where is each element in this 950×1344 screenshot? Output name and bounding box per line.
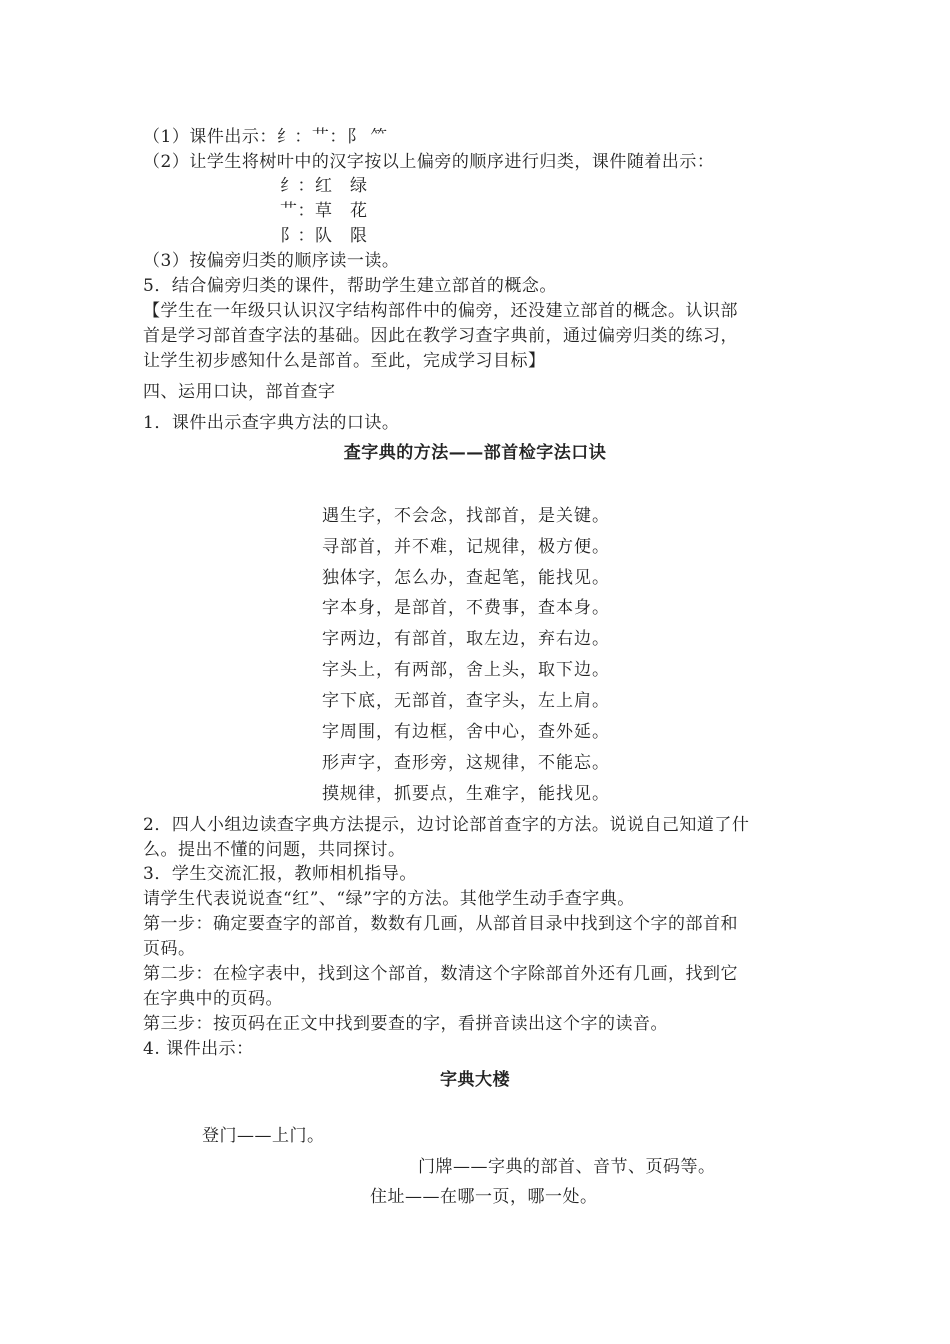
step5-line: 5．结合偏旁归类的课件，帮助学生建立部首的概念。 — [143, 276, 557, 296]
poem-line: 形声字，查形旁，这规律，不能忘。 — [322, 753, 610, 773]
radical-group-silk: 纟：红 绿 — [280, 176, 368, 196]
poem-line: 字两边，有部首，取左边，弃右边。 — [322, 629, 610, 649]
poem-line: 字本身，是部首，不费事，查本身。 — [322, 598, 610, 618]
step-1-line-1: 第一步：确定要查字的部首，数数有几画，从部首目录中找到这个字的部首和 — [143, 914, 738, 934]
note-line-3: 让学生初步感知什么是部首。至此，完成学习目标】 — [143, 351, 546, 371]
section-heading: 四、运用口诀，部首查字 — [143, 382, 336, 402]
poem-line: 寻部首，并不难，记规律，极方便。 — [322, 537, 610, 557]
poem-line: 遇生字，不会念，找部首，是关键。 — [322, 506, 610, 526]
item-1: 1．课件出示查字典方法的口诀。 — [143, 413, 400, 433]
note-line-1: 【学生在一年级只认识汉字结构部件中的偏旁，还没建立部首的概念。认识部 — [143, 301, 738, 321]
poem-line: 字下底，无部首，查字头，左上肩。 — [322, 691, 610, 711]
item-3: 3．学生交流汇报，教师相机指导。 — [143, 864, 417, 884]
poem-line: 摸规律，抓要点，生难字，能找见。 — [322, 784, 610, 804]
poem-line: 独体字，怎么办，查起笔，能找见。 — [322, 568, 610, 588]
step-1-line-2: 页码。 — [143, 939, 196, 959]
courseware-radicals-line: （1）课件出示：纟：艹：阝 ⺮ — [143, 127, 388, 147]
dict-line-address: 住址——在哪一页，哪一处。 — [370, 1187, 598, 1207]
representative-paragraph: 请学生代表说说查“红”、“绿”字的方法。其他学生动手查字典。 — [143, 889, 635, 909]
poem-title: 查字典的方法——部首检字法口诀 — [343, 443, 607, 463]
note-line-2: 首是学习部首查字法的基础。因此在教学习查字典前，通过偏旁归类的练习， — [143, 326, 738, 346]
poem-line: 字周围，有边框，舍中心，查外延。 — [322, 722, 610, 742]
item-2-line-1: 2．四人小组边读查字典方法提示，边讨论部首查字的方法。说说自己知道了什 — [143, 815, 750, 835]
step-3: 第三步：按页码在正文中找到要查的字，看拼音读出这个字的读音。 — [143, 1014, 668, 1034]
step-2-line-1: 第二步：在检字表中，找到这个部首，数清这个字除部首外还有几画，找到它 — [143, 964, 738, 984]
step-2-line-2: 在字典中的页码。 — [143, 989, 283, 1009]
radical-group-mound: 阝：队 限 — [280, 226, 368, 246]
radical-group-grass: 艹：草 花 — [280, 201, 368, 221]
read-order-line: （3）按偏旁归类的顺序读一读。 — [143, 251, 400, 271]
item-2-line-2: 么。提出不懂的问题，共同探讨。 — [143, 840, 406, 860]
poem-line: 字头上，有两部，舍上头，取下边。 — [322, 660, 610, 680]
classify-instruction-line: （2）让学生将树叶中的汉字按以上偏旁的顺序进行归类，课件随着出示： — [143, 152, 715, 172]
item-4: 4. 课件出示： — [143, 1039, 254, 1059]
dict-line-doorplate: 门牌——字典的部首、音节、页码等。 — [418, 1157, 716, 1177]
dict-line-enter: 登门——上门。 — [202, 1126, 325, 1146]
dictionary-building-title: 字典大楼 — [440, 1070, 510, 1090]
